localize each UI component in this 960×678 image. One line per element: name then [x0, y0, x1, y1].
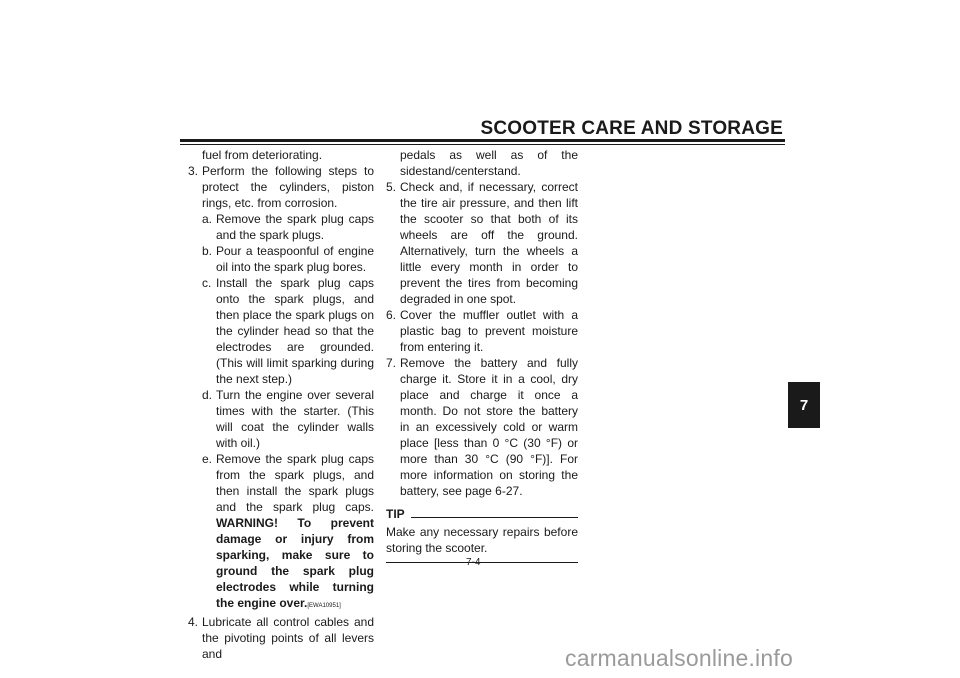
step-3b: [188, 243, 374, 275]
tip-end-rule: [386, 562, 578, 563]
tip-header: [386, 507, 578, 521]
right-column: [386, 147, 578, 563]
step-3c-text: Install the spark plug caps onto the spark plugs, and then place the spark plugs on the cylinder head so that the electrodes are grounded. (This will limit sparking during the next step.): [216, 276, 374, 386]
page-title: SCOOTER CARE AND STORAGE: [480, 118, 783, 139]
step-3d-letter: d.: [202, 388, 213, 402]
step-6-number: 6.: [386, 308, 397, 322]
step-3b-text: Pour a teaspoonful of engine oil into the spark plug bores.: [216, 244, 374, 274]
step-3-number: 3.: [188, 164, 199, 178]
step-4-continuation: pedals as well as of the sidestand/centerstand.: [400, 148, 578, 178]
step-3-text: Perform the following steps to protect the cylinders, piston rings, etc. from corrosion.: [202, 164, 374, 210]
step-3a-text: Remove the spark plug caps and the spark plugs.: [216, 212, 374, 242]
header-rule-thick: [180, 139, 785, 142]
step-3d-text: Turn the engine over several times with the starter. (This will coat the cylinder walls with oil.): [216, 388, 374, 450]
step-4: [188, 614, 374, 662]
page-number: 7-4: [466, 557, 481, 568]
step-3a-letter: a.: [202, 212, 213, 226]
intro-continuation: fuel from deteriorating.: [202, 148, 323, 162]
step-3a: [188, 211, 374, 243]
tip-rule: [411, 517, 578, 518]
step-7: [386, 355, 578, 499]
chapter-tab: 7: [788, 382, 820, 428]
step-3c: [188, 275, 374, 387]
tip-label: TIP: [386, 507, 405, 521]
step-6: [386, 307, 578, 355]
step-4-text: Lubricate all control cables and the pivoting points of all levers and: [202, 615, 374, 661]
header-rule-thin: [180, 144, 785, 145]
step-3d: [188, 387, 374, 451]
step-3c-letter: c.: [202, 276, 212, 290]
watermark: carmanualsonline.info: [565, 645, 793, 671]
step-7-text: Remove the battery and fully charge it. Store it in a cool, dry place and charge it once a month. Do not store the battery in an excessively cold or warm place [less than 0 °C (30 °F) or more than 30 °C (90 °F)]. For more information on storing the battery, see page 6-27.: [400, 356, 578, 498]
step-3b-letter: b.: [202, 244, 213, 258]
step-3: [188, 163, 374, 211]
left-column: [188, 147, 374, 662]
warning-text: WARNING! To prevent damage or injury from sparking, make sure to ground the spark plug electrodes while turning the engine over.: [216, 516, 374, 610]
step-4-number: 4.: [188, 615, 199, 629]
step-5-number: 5.: [386, 180, 397, 194]
step-3e-text: Remove the spark plug caps from the spark plugs, and then install the spark plugs and the spark plug caps.: [216, 452, 374, 514]
step-7-number: 7.: [386, 356, 397, 370]
step-3e: [188, 451, 374, 614]
step-5: [386, 179, 578, 307]
step-3e-letter: e.: [202, 452, 213, 466]
warning-code: [EWA10951]: [307, 603, 341, 609]
tip-text: Make any necessary repairs before storing the scooter.: [386, 525, 578, 555]
step-6-text: Cover the muffler outlet with a plastic bag to prevent moisture from entering it.: [400, 308, 578, 354]
step-5-text: Check and, if necessary, correct the tire air pressure, and then lift the scooter so that both of its wheels are off the ground. Alternatively, turn the wheels a little every month in order to prevent the tires from becoming degraded in one spot.: [400, 180, 578, 306]
